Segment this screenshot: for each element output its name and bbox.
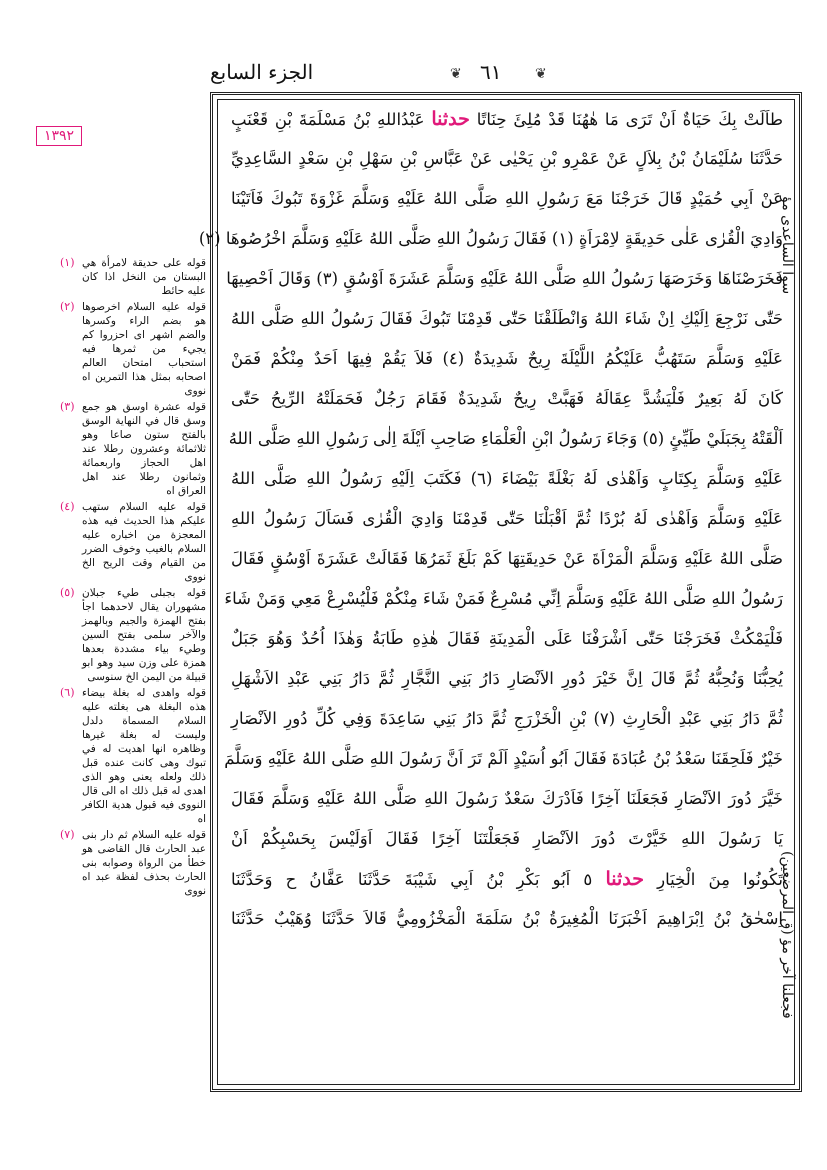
text-segment: عَلَيْهِ وَسَلَّمَ وَاَهْدٰى لَهُ بُرْدًا ثُمَّ اَقْبَلْنَا حَتّٰى قَدِمْنَا وَادِيَ الْقُرٰى فَسَاَلَ رَسُولُ اللهِ	[231, 509, 783, 528]
footnote-number: (٧)	[60, 828, 75, 841]
footnote	[60, 500, 206, 584]
footnote-text: قوله واهدى له بغلة بيضاء هذه البغلة هى بغلته عليه السلام المسماة دلدل وليست له بغلة غيرها وظاهره انها اهديت له في تبوك وهى كانت عنده قبل ذلك ولعله يعنى وهو الذى اهدى له قبل ذلك اه الى قال النووى فيه قبول هدية الكافر اه	[82, 687, 206, 825]
text-segment: فَخَرَصْنَاهَا وَخَرَصَهَا رَسُولُ اللهِ صَلَّى اللهُ عَلَيْهِ وَسَلَّمَ عَشَرَةَ اَوْسُقٍ (٣) وَقَالَ اَحْصِيهَا	[226, 269, 783, 288]
footnote	[60, 586, 206, 684]
text-segment: صَلَّى اللهُ عَلَيْهِ وَسَلَّمَ الْمَرْاَةَ عَنْ حَدِيقَتِهَا كَمْ بَلَغَ ثَمَرُهَا فَقَالَتْ عَشَرَةَ اَوْسُقٍ فَقَالَ	[231, 549, 783, 568]
footnote-text: قوله على حديقة لامرأة هي البستان من النخل اذا كان عليه حائط	[82, 257, 206, 297]
text-segment: اِسْحٰقُ بْنُ اِبْرَاهِيمَ اَخْبَرَنَا الْمُغِيرَةُ بْنُ سَلَمَةَ الْمَخْزُومِيُّ قَالاَ حَدَّثَنَا وُهَيْبٌ حَدَّثَنَا	[231, 909, 783, 928]
side-note-top: سوا الساعدی مؤ	[779, 195, 795, 295]
page-header	[210, 58, 800, 92]
hadith-marker: حدثنا	[431, 108, 470, 130]
text-line	[231, 859, 783, 899]
text-segment: رَسُولُ اللهِ صَلَّى اللهُ عَلَيْهِ وَسَلَّمَ اِنِّي مُسْرِعٌ فَمَنْ شَاءَ مِنْكُمْ فَلْيُسْرِعْ مَعِي وَمَنْ شَاءَ	[224, 589, 783, 608]
main-text	[198, 99, 784, 1081]
footnote	[60, 400, 206, 498]
text-line	[231, 699, 783, 739]
footnote-text: قوله بجبلى طيء جبلان مشهوران يقال لاحدهما اجأ بفتح الهمزة والجيم وبالهمز والآخر سلمى بفتح السين وطيء بياء مشددة بعدها همزة على وزن سيد وهو ابو قبيلة من اليمن الخ سنوسى	[82, 587, 206, 683]
text-line	[231, 619, 783, 659]
text-segment: خَيَّرَ دُورَ الاَنْصَارِ فَجَعَلَنَا آخِرًا فَاَدْرَكَ سَعْدٌ رَسُولَ اللهِ صَلَّى اللهُ عَلَيْهِ وَسَلَّمَ فَقَالَ	[231, 789, 783, 808]
page-number: ٦١	[480, 60, 502, 84]
footnote-text: قوله عشرة اوسق هو جمع وسق قال في النهاية الوسق بالفتح ستون صاعا وهو ثلاثمائة وعشرون رطلا عند اهل الحجاز واربعمائة وثمانون رطلا عند اهل العراق اه	[82, 401, 206, 497]
text-segment: طاَلَتْ بِكَ حَيَاةٌ اَنْ تَرَى مَا هٰهُنَا قَدْ مُلِئَ حِنَاتًا	[469, 110, 784, 129]
text-segment: عَنْ اَبِي حُمَيْدٍ قَالَ خَرَجْنَا مَعَ رَسُولِ اللهِ صَلَّى اللهُ عَلَيْهِ وَسَلَّمَ غَزْوَةَ تَبُوكَ فَاَتَيْنَا	[231, 189, 783, 208]
text-segment: حَدَّثَنَا سُلَيْمَانُ بْنُ بِلاَلٍ عَنْ عَمْرِو بْنِ يَحْيٰى عَنْ عَبَّاسِ بْنِ سَهْلِ بْنِ سَعْدٍ السَّاعِدِيِّ	[231, 149, 783, 168]
main-text-frame	[198, 92, 802, 1092]
ornament-icon: ❦	[450, 66, 462, 82]
hadith-number-badge: ١٣٩٢	[36, 126, 82, 146]
text-line	[231, 379, 783, 419]
text-segment: عَبْدُاللهِ بْنُ مَسْلَمَةَ بْنِ قَعْنَبٍ	[231, 110, 432, 129]
text-line	[224, 739, 783, 779]
text-line	[231, 139, 783, 179]
footnote-number: (١)	[60, 256, 75, 269]
footnote-number: (٢)	[60, 300, 75, 313]
text-line	[231, 339, 783, 379]
footnote	[60, 256, 206, 298]
text-line	[231, 899, 783, 939]
text-segment: عَلَيْهِ وَسَلَّمَ سَتَهُبُّ عَلَيْكُمُ اللَّيْلَةَ رِيحٌ شَدِيدَةٌ (٤) فَلاَ يَقُمْ فِيهَا اَحَدٌ مِنْكُمْ فَمَنْ	[231, 349, 783, 368]
part-title: الجزء السابع	[210, 60, 314, 84]
footnote-text: قوله عليه السلام ستهب عليكم هذا الحديث فيه هذه المعجزة من اخباره عليه السلام بالغيب وخوف الضرر من القيام وقت الريح الخ نووى	[82, 501, 206, 583]
text-segment: يُحِبُّنَا وَنُحِبُّهُ ثُمَّ قَالَ اِنَّ خَيْرَ دُورِ الاَنْصَارِ دَارُ بَنِي النَّجَّارِ ثُمَّ دَارُ بَنِي عَبْدِ الاَشْهَلِ	[231, 669, 783, 688]
footnote-text: قوله عليه السلام ثم دار بنى عبد الحارث قال القاضى هو خطأ من الرواة وصوابه بنى الحارث بحذف لفظة عبد اه نووى	[82, 829, 206, 897]
footnote-number: (٥)	[60, 586, 75, 599]
text-segment: ٥ اَبُو بَكْرِ بْنُ اَبِي شَيْبَةَ حَدَّثَنَا عَفَّانُ ح وَحَدَّثَنَا	[231, 870, 606, 889]
text-line	[231, 819, 783, 859]
text-line	[231, 459, 783, 499]
footnote	[60, 300, 206, 398]
text-segment: عَلَيْهِ وَسَلَّمَ بِكِتَابٍ وَاَهْدٰى لَهُ بَغْلَةً بَيْضَاءَ (٦) فَكَتَبَ اِلَيْهِ رَسُولُ اللهِ صَلَّى اللهُ	[231, 469, 783, 488]
text-line	[231, 99, 783, 139]
text-line	[231, 539, 783, 579]
text-segment: تَكُونُوا مِنَ الْخِيَارِ	[643, 870, 783, 889]
text-segment: كَانَ لَهُ بَعِيرٌ فَلْيَشُدَّ عِقَالَهُ فَهَبَّتْ رِيحٌ شَدِيدَةٌ فَقَامَ رَجُلٌ فَحَمَلَتْهُ الرِّيحُ حَتّٰى	[231, 389, 783, 408]
footnotes-column	[60, 256, 206, 900]
text-line	[231, 299, 783, 339]
text-segment: ثُمَّ دَارُ بَنِي عَبْدِ الْحَارِثِ (٧) بْنِ الْخَزْرَجِ ثُمَّ دَارُ بَنِي سَاعِدَةَ وَفِي كُلِّ دُورِ الاَنْصَارِ	[231, 709, 783, 728]
text-line	[231, 499, 783, 539]
text-line	[198, 219, 783, 259]
text-segment: حَتّٰى نَرْجِعَ اِلَيْكِ اِنْ شَاءَ اللهُ وَانْطَلَقْنَا حَتّٰى قَدِمْنَا تَبُوكَ فَقَالَ رَسُولُ اللهِ صَلَّى اللهُ	[231, 309, 783, 328]
ornament-icon: ❦	[535, 66, 547, 82]
text-line	[231, 179, 783, 219]
footnote-number: (٤)	[60, 500, 75, 513]
footnote-number: (٣)	[60, 400, 75, 413]
text-segment: فَلْيَمْكُثْ فَخَرَجْنَا حَتّٰى اَشْرَفْنَا عَلَى الْمَدِينَةِ فَقَالَ هٰذِهِ طَابَةُ وَهٰذَا اُحُدٌ وَهُوَ جَبَلٌ	[231, 629, 783, 648]
text-line	[231, 659, 783, 699]
text-segment: وَادِيَ الْقُرٰى عَلٰى حَدِيقَةٍ لاِمْرَاَةٍ (١) فَقَالَ رَسُولُ اللهِ صَلَّى اللهُ عَلَيْهِ وَسَلَّمَ اخْرُصُوهَا (٢)	[198, 229, 783, 248]
footnote	[60, 686, 206, 826]
text-line	[226, 259, 783, 299]
text-line	[228, 419, 783, 459]
text-segment: يَا رَسُولَ اللهِ خَيَّرْتَ دُورَ الاَنْصَارِ فَجَعَلْتَنَا آخِرًا فَقَالَ اَوَلَيْسَ بِحَسْبِكُمْ اَنْ	[231, 829, 783, 848]
text-segment: اَلْقَتْهُ بِجَبَلَيْ طَيِّئٍ (٥) وَجَاءَ رَسُولُ ابْنِ الْعَلْمَاءِ صَاحِبِ اَيْلَةَ اِلٰى رَسُولِ اللهِ صَلَّى اللهُ	[228, 429, 783, 448]
text-line	[224, 579, 783, 619]
footnote-number: (٦)	[60, 686, 75, 699]
side-note-bottom: فجعلنا آخر مؤ (ق المرضعین)	[779, 851, 795, 1019]
hadith-marker: حدثنا	[605, 868, 644, 890]
text-line	[231, 779, 783, 819]
footnote-text: قوله عليه السلام اخرصوها هو بضم الراء وكسرها والضم اشهر اى احزروا كم يجيء من ثمرها فيه استحباب امتحان العالم اصحابه بمثل هذا التمرين اه نووى	[82, 301, 206, 397]
text-segment: خَيْرٌ فَلَحِقَنَا سَعْدُ بْنُ عُبَادَةَ فَقَالَ اَبُو اُسَيْدٍ اَلَمْ تَرَ اَنَّ رَسُولَ اللهِ صَلَّى اللهُ عَلَيْهِ وَسَلَّمَ	[224, 749, 783, 768]
footnote	[60, 828, 206, 898]
